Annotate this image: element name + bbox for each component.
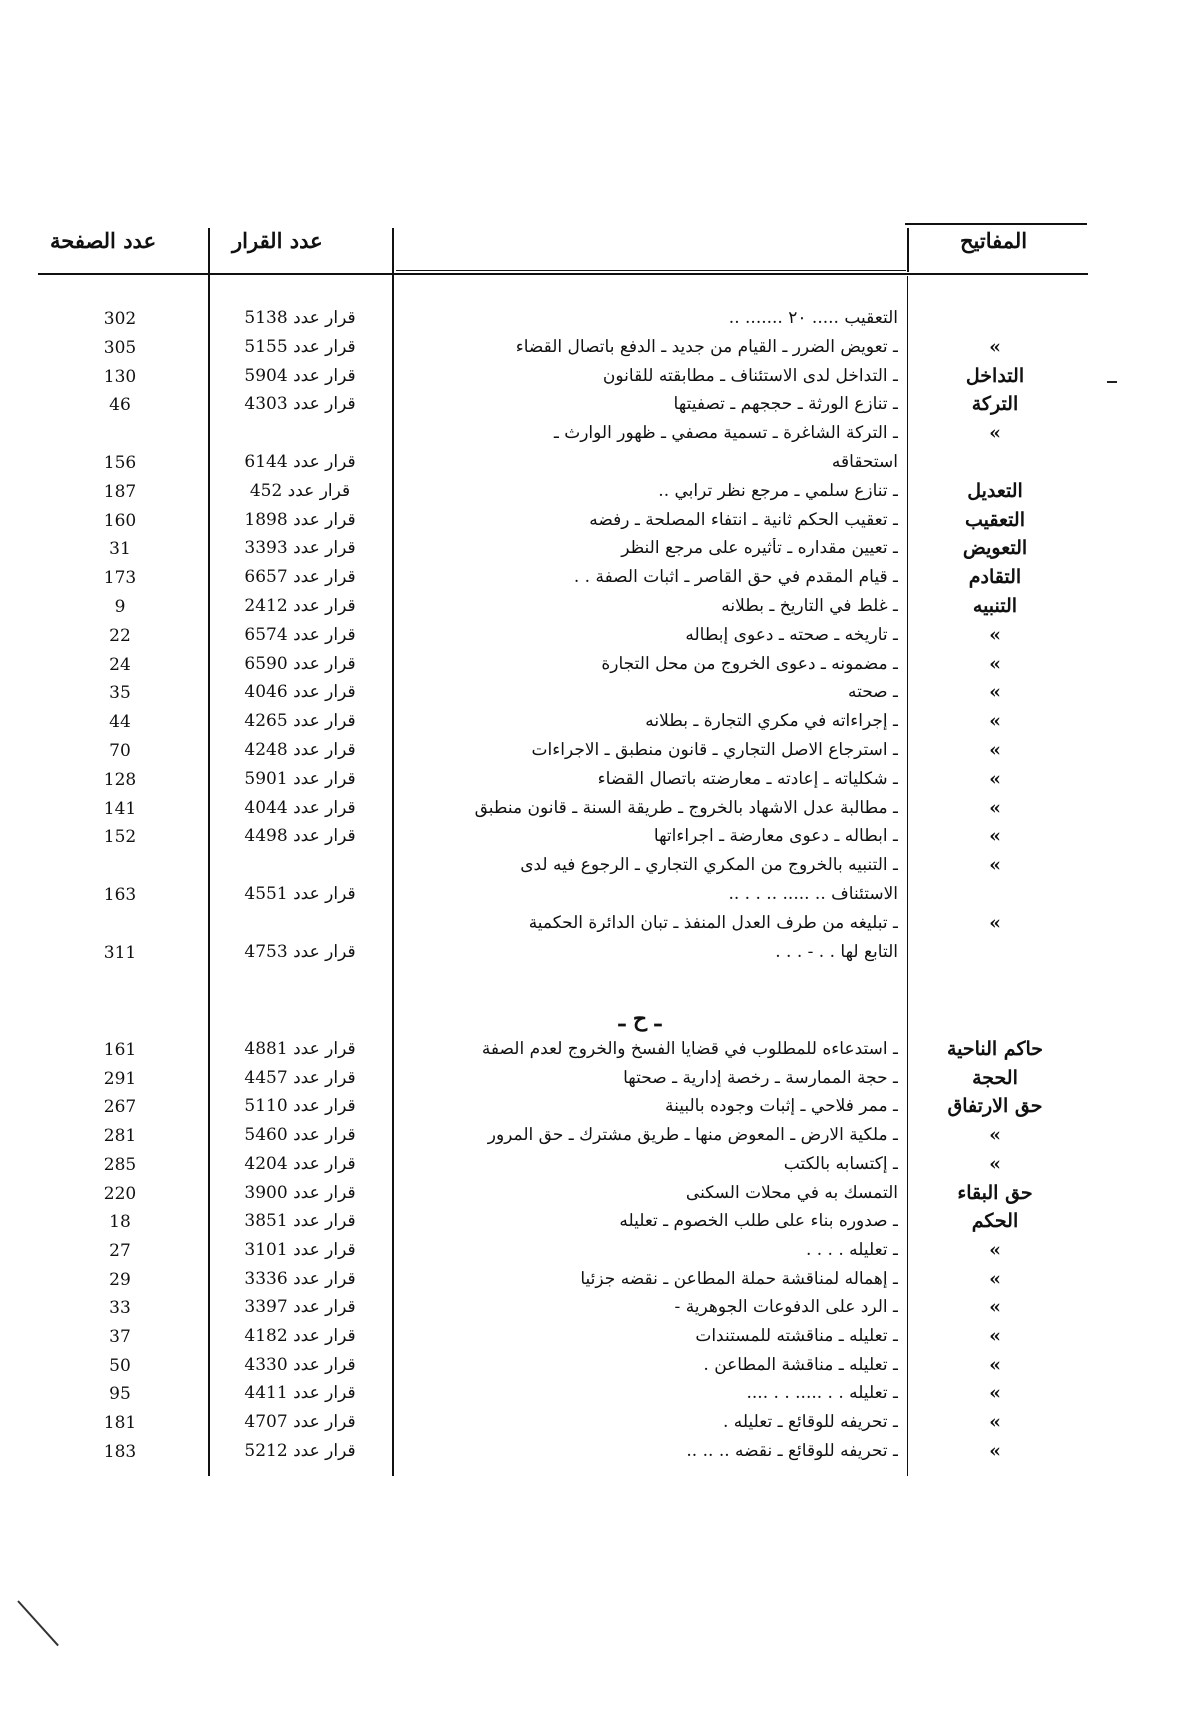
page-number-cell: 29 xyxy=(109,1269,131,1290)
page-number-cell: 160 xyxy=(103,510,137,531)
description-cell: ـ تعليله ـ مناقشته للمستندات xyxy=(695,1326,898,1346)
page-number-cell: 281 xyxy=(103,1126,137,1147)
decision-number-cell: قرار عدد 3900 xyxy=(244,1182,356,1203)
keyword-cell: التقادم xyxy=(968,566,1022,589)
keyword-cell: » xyxy=(989,335,1001,358)
keyword-cell: التداخل xyxy=(965,364,1025,387)
description-cell: ـ الرد على الدفوعات الجوهرية - xyxy=(674,1297,898,1318)
keyword-cell: » xyxy=(989,825,1001,848)
page-number-cell: 33 xyxy=(109,1298,131,1319)
table-row xyxy=(0,852,1192,881)
keyword-cell: » xyxy=(989,623,1001,646)
table-row xyxy=(0,651,1192,680)
page-number-cell: 141 xyxy=(103,798,137,819)
keyword-cell: » xyxy=(989,1439,1001,1462)
keyword-cell: حق الارتفاق xyxy=(947,1095,1043,1118)
decision-number-cell: قرار عدد 3397 xyxy=(244,1297,356,1318)
table-row xyxy=(0,939,1192,968)
description-cell: ـ حجة الممارسة ـ رخصة إدارية ـ صحتها xyxy=(623,1067,898,1088)
keyword-cell: » xyxy=(989,652,1001,675)
description-cell: ـ صحته xyxy=(847,682,898,703)
section-marker-ha: ـ ح ـ xyxy=(618,1006,662,1032)
description-cell: ـ ابطاله ـ دعوى معارضة ـ اجراءاتها xyxy=(653,826,898,847)
decision-number-cell: قرار عدد 4330 xyxy=(244,1354,356,1375)
decision-number-cell: قرار عدد 5904 xyxy=(244,365,356,386)
decision-number-cell: قرار عدد 5901 xyxy=(244,768,356,789)
page-number-cell: 130 xyxy=(103,366,137,387)
keyword-cell: حاكم الناحية xyxy=(946,1038,1044,1060)
table-row xyxy=(0,564,1192,593)
page-number-cell: 267 xyxy=(103,1097,137,1118)
keyword-cell: » xyxy=(989,1238,1001,1261)
table-row xyxy=(0,1323,1192,1352)
description-cell: ـ تبليغه من طرف العدل المنفذ ـ تبان الدائرة الحكمية xyxy=(528,912,898,933)
keyword-cell: التعويض xyxy=(962,537,1028,560)
keyword-cell: » xyxy=(989,1152,1001,1175)
keyword-cell: » xyxy=(989,1267,1001,1290)
keyword-cell: » xyxy=(989,681,1001,704)
keyword-cell: التركة xyxy=(971,393,1019,416)
description-cell: ـ مطالبة عدل الاشهاد بالخروج ـ طريقة السنة ـ قانون منطبق xyxy=(474,797,898,818)
decision-number-cell: قرار عدد 4707 xyxy=(244,1412,356,1433)
description-cell: ـ تنازع سلمي ـ مرجع نظر ترابي .. xyxy=(658,480,898,501)
decision-number-cell: قرار عدد 5138 xyxy=(244,308,356,328)
header-top-rule-keywords xyxy=(905,223,1087,225)
column-divider-keywords xyxy=(907,228,909,272)
keyword-cell: حق البقاء xyxy=(957,1181,1033,1204)
decision-number-cell: قرار عدد 4753 xyxy=(244,941,356,962)
table-row xyxy=(0,1237,1192,1266)
description-cell: ـ التنبيه بالخروج من المكري التجاري ـ الرجوع فيه لدى xyxy=(520,855,898,876)
table-row xyxy=(0,305,1192,334)
description-cell: ـ التركة الشاغرة ـ تسمية مصفي ـ ظهور الوارث ـ xyxy=(553,423,898,444)
page-number-cell: 31 xyxy=(109,539,131,560)
decision-number-cell: قرار عدد 6574 xyxy=(244,624,356,645)
page-number-cell: 35 xyxy=(109,683,131,704)
page-number-cell: 24 xyxy=(109,654,131,675)
description-cell: ـ إكتسابه بالكتب xyxy=(783,1153,898,1174)
keyword-cell: » xyxy=(989,911,1001,934)
description-cell: استحقاقه xyxy=(831,452,898,472)
page-number-cell: 128 xyxy=(103,769,137,790)
table-row xyxy=(0,1122,1192,1151)
decision-number-cell: قرار عدد 4044 xyxy=(244,797,356,818)
corner-scan-mark xyxy=(17,1600,59,1646)
decision-number-cell: قرار عدد 5460 xyxy=(244,1125,356,1146)
keyword-cell: » xyxy=(989,1296,1001,1319)
description-cell: الاستئناف .. ..... .. . . .. xyxy=(728,884,898,904)
page-number-cell: 187 xyxy=(103,481,137,502)
margin-dash xyxy=(1107,381,1117,383)
page-number-cell: 27 xyxy=(109,1240,131,1261)
table-row xyxy=(0,737,1192,766)
description-cell: ـ تعليله . . ..... . . .... xyxy=(746,1383,898,1404)
table-row xyxy=(0,823,1192,852)
table-row xyxy=(0,1036,1192,1065)
table-row xyxy=(0,535,1192,564)
description-cell: ـ تنازع الورثة ـ حججهم ـ تصفيتها xyxy=(673,394,898,415)
description-cell: ـ التداخل لدى الاستئناف ـ مطابقته للقانون xyxy=(602,365,898,386)
decision-number-cell: قرار عدد 4046 xyxy=(244,682,356,703)
page-number-cell: 161 xyxy=(103,1040,137,1060)
decision-number-cell: قرار عدد 4204 xyxy=(244,1153,356,1174)
table-row xyxy=(0,1380,1192,1409)
keyword-cell: الحكم xyxy=(971,1210,1019,1233)
description-cell: ـ إهماله لمناقشة حملة المطاعن ـ نقضه جزئيا xyxy=(580,1268,898,1289)
table-row xyxy=(0,910,1192,939)
decision-number-cell: قرار عدد 4303 xyxy=(244,394,356,415)
page-number-cell: 37 xyxy=(109,1327,131,1347)
table-row xyxy=(0,478,1192,507)
table-row xyxy=(0,363,1192,392)
page-number-cell: 22 xyxy=(109,625,131,646)
decision-number-cell: قرار عدد 6657 xyxy=(244,567,356,588)
page-number-cell: 46 xyxy=(109,395,131,416)
decision-number-cell: قرار عدد 4248 xyxy=(244,740,356,760)
page-number-cell: 50 xyxy=(109,1355,131,1376)
page-number-cell: 285 xyxy=(103,1154,137,1175)
description-cell: ـ ممر فلاحي ـ إثبات وجوده بالبينة xyxy=(665,1096,898,1117)
decision-number-cell: قرار عدد 3393 xyxy=(244,538,356,559)
page-number-cell: 156 xyxy=(103,453,137,473)
keyword-cell: » xyxy=(989,1325,1001,1347)
keyword-cell: » xyxy=(989,1411,1001,1434)
page-number-cell: 70 xyxy=(109,741,131,761)
page-number-cell: 302 xyxy=(103,309,137,329)
decision-number-cell: قرار عدد 3101 xyxy=(244,1239,356,1260)
decision-number-cell: قرار عدد 1898 xyxy=(244,509,356,530)
decision-number-cell: قرار عدد 2412 xyxy=(244,596,356,616)
description-cell: التمسك به في محلات السكنى xyxy=(685,1182,898,1203)
table-row xyxy=(0,1294,1192,1323)
table-row xyxy=(0,1180,1192,1209)
table-row xyxy=(0,881,1192,910)
decision-number-cell: قرار عدد 3851 xyxy=(244,1211,356,1232)
decision-number-cell: قرار عدد 4881 xyxy=(244,1039,356,1059)
table-row xyxy=(0,622,1192,651)
page-number-cell: 311 xyxy=(103,942,137,963)
description-cell: ـ تحريفه للوقائع ـ نقضه .. .. .. xyxy=(686,1440,898,1461)
keyword-cell: » xyxy=(989,422,1001,445)
description-cell: ـ تعيين مقداره ـ تأثيره على مرجع النظر xyxy=(621,538,898,559)
header-keywords: المفاتيح xyxy=(960,228,1028,253)
decision-number-cell: قرار عدد 4457 xyxy=(244,1067,356,1088)
table-row xyxy=(0,1352,1192,1381)
decision-number-cell: قرار عدد 4265 xyxy=(244,711,356,732)
decision-number-cell: قرار عدد 5155 xyxy=(244,336,356,357)
page-number-cell: 291 xyxy=(103,1068,137,1089)
description-cell: التابع لها . . - . . . xyxy=(775,941,898,962)
page-number-cell: 44 xyxy=(109,712,131,733)
page-number-cell: 181 xyxy=(103,1413,137,1434)
page-number-cell: 95 xyxy=(109,1384,131,1405)
page-number-cell: 305 xyxy=(103,337,137,358)
keyword-cell: » xyxy=(989,767,1001,790)
table-row xyxy=(0,1093,1192,1122)
description-cell: ـ تعقيب الحكم ثانية ـ انتفاء المصلحة ـ رفضه xyxy=(589,509,898,530)
keyword-cell: الحجة xyxy=(972,1066,1018,1089)
description-cell: التعقيب ..... ٢٠ ....... .. xyxy=(728,308,898,328)
keyword-cell: » xyxy=(989,710,1001,733)
decision-number-cell: قرار عدد 4498 xyxy=(244,826,356,847)
keyword-cell: » xyxy=(989,739,1001,761)
keyword-cell: » xyxy=(989,1353,1001,1376)
header-decision-number: عدد القرار xyxy=(232,228,323,253)
description-cell: ـ شكلياته ـ إعادته ـ معارضته باتصال القضاء xyxy=(597,768,898,789)
page-number-cell: 9 xyxy=(114,597,126,617)
table-row xyxy=(0,795,1192,824)
table-row xyxy=(0,1409,1192,1438)
decision-number-cell: قرار عدد 4551 xyxy=(244,884,356,904)
description-cell: ـ تعليله ـ مناقشة المطاعن . xyxy=(703,1354,898,1375)
description-cell: ـ تعليله . . . . xyxy=(805,1239,898,1260)
header-bottom-rule xyxy=(38,273,1088,275)
description-cell: ـ تحريفه للوقائع ـ تعليله . xyxy=(722,1412,898,1433)
description-cell: ـ إجراءاته في مكري التجارة ـ بطلانه xyxy=(645,711,898,732)
table-row xyxy=(0,1266,1192,1295)
table-row xyxy=(0,593,1192,622)
page-number-cell: 18 xyxy=(109,1212,131,1233)
description-cell: ـ مضمونه ـ دعوى الخروج من محل التجارة xyxy=(601,653,898,674)
keyword-cell: » xyxy=(989,1124,1001,1147)
header-page-number: عدد الصفحة xyxy=(50,228,157,253)
table-row xyxy=(0,1065,1192,1094)
description-cell: ـ تعويض الضرر ـ القيام من جديد ـ الدفع باتصال القضاء xyxy=(515,336,898,357)
page-number-cell: 183 xyxy=(103,1441,137,1462)
description-cell: ـ صدوره بناء على طلب الخصوم ـ تعليله xyxy=(619,1211,898,1232)
table-row xyxy=(0,679,1192,708)
page-number-cell: 173 xyxy=(103,568,137,589)
table-row xyxy=(0,1438,1192,1467)
decision-number-cell: قرار عدد 4182 xyxy=(244,1326,356,1346)
page-number-cell: 152 xyxy=(103,827,137,848)
keyword-cell: » xyxy=(989,854,1001,877)
keyword-cell: التنبيه xyxy=(972,595,1018,617)
description-cell: ـ غلط في التاريخ ـ بطلانه xyxy=(721,596,898,616)
header-rule-description xyxy=(396,270,906,271)
table-row xyxy=(0,708,1192,737)
table-row xyxy=(0,507,1192,536)
decision-number-cell: قرار عدد 5110 xyxy=(244,1096,356,1117)
table-row xyxy=(0,391,1192,420)
description-cell: ـ قيام المقدم في حق القاصر ـ اثبات الصفة . . xyxy=(573,567,898,588)
keyword-cell: » xyxy=(989,796,1001,819)
page-number-cell: 220 xyxy=(103,1183,137,1204)
keyword-cell: التعديل xyxy=(967,479,1023,502)
table-row xyxy=(0,449,1192,478)
description-cell: ـ ملكية الارض ـ المعوض منها ـ طريق مشترك ـ حق المرور xyxy=(487,1125,898,1146)
table-row xyxy=(0,334,1192,363)
description-cell: ـ استرجاع الاصل التجاري ـ قانون منطبق ـ الاجراءات xyxy=(531,740,898,760)
table-row xyxy=(0,420,1192,449)
table-row xyxy=(0,1208,1192,1237)
table-row xyxy=(0,766,1192,795)
decision-number-cell: قرار عدد 452 xyxy=(249,480,351,501)
description-cell: ـ استدعاءه للمطلوب في قضايا الفسخ والخروج لعدم الصفة xyxy=(481,1039,898,1059)
decision-number-cell: قرار عدد 4411 xyxy=(244,1383,356,1404)
description-cell: ـ تاريخه ـ صحته ـ دعوى إبطاله xyxy=(685,624,898,645)
decision-number-cell: قرار عدد 6144 xyxy=(244,452,356,472)
keyword-cell: التعقيب xyxy=(965,508,1025,531)
keyword-cell: » xyxy=(989,1382,1001,1405)
decision-number-cell: قرار عدد 3336 xyxy=(244,1268,356,1289)
table-row xyxy=(0,1151,1192,1180)
page-number-cell: 163 xyxy=(103,885,137,905)
decision-number-cell: قرار عدد 6590 xyxy=(244,653,356,674)
decision-number-cell: قرار عدد 5212 xyxy=(244,1440,356,1461)
